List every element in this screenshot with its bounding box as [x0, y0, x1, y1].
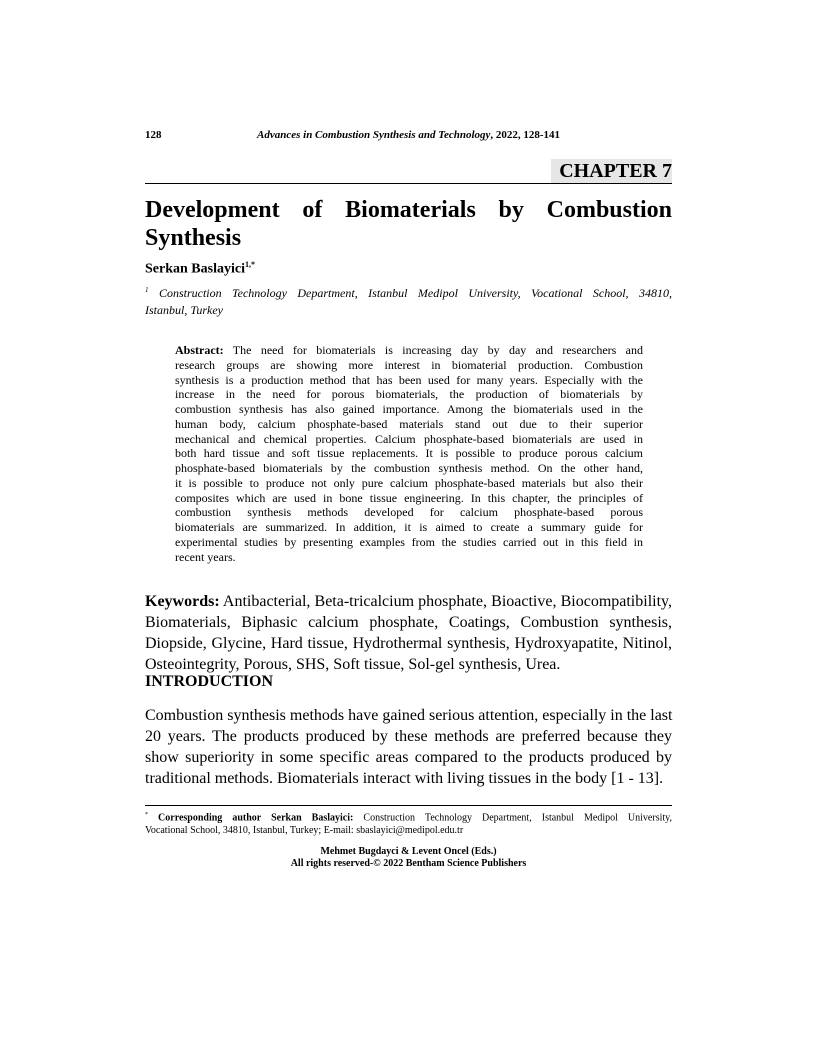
abstract-line: both hard tissue and soft tissue replacements. It is possible to produce porous calcium: [175, 446, 643, 461]
abstract-line: research groups are showing more interest in biomaterial production. Combustion: [175, 357, 643, 372]
section-heading: INTRODUCTION: [145, 673, 274, 690]
keywords-label: Keywords:: [145, 593, 220, 610]
footnote-line: Vocational School, 34810, Istanbul, Turkey; E-mail: sbaslayici@medipol.edu.tr: [145, 825, 464, 837]
abstract-line: synthesis is a production method that has been used for many years. Especially with the: [175, 372, 643, 387]
abstract-line: it is possible to produce not only pure calcium phosphate-based materials but also their: [175, 475, 643, 490]
abstract: [175, 343, 643, 564]
title-line: Development of Biomaterials by Combustion: [145, 197, 672, 223]
abstract-line: The need for biomaterials is increasing day by day and researchers and: [223, 343, 643, 357]
footnote-line: Construction Technology Department, Istanbul Medipol University,: [353, 812, 672, 824]
editors: Mehmet Bugdayci & Levent Oncel (Eds.): [320, 846, 497, 857]
publisher-info: [145, 846, 672, 870]
copyright: All rights reserved-© 2022 Bentham Science Publishers: [290, 858, 527, 869]
affiliation-line: Istanbul, Turkey: [145, 303, 223, 317]
footnote-rule: [145, 805, 672, 806]
author-affiliation-mark: 1,*: [244, 260, 255, 269]
page-number: 128: [145, 129, 162, 141]
abstract-line: composites which are used in bone tissue engineering. In this chapter, the principles of: [175, 490, 643, 505]
keywords-line: Antibacterial, Beta-tricalcium phosphate, Bioactive, Biocompatibility,: [219, 593, 672, 610]
title-line: Synthesis: [145, 225, 242, 251]
abstract-line: mechanical and chemical properties. Calcium phosphate-based biomaterials are used in: [175, 431, 643, 446]
paragraph-line: 20 years. The products produced by these methods are preferred because they: [145, 728, 672, 745]
affiliation-mark: 1: [145, 286, 149, 294]
paragraph-line: Combustion synthesis methods have gained serious attention, especially in the last: [145, 707, 673, 724]
chapter-title: [145, 196, 672, 252]
affiliation: [145, 282, 672, 319]
paragraph-line: show superiority in some specific areas compared to the products produced by: [145, 749, 672, 766]
author-name: Serkan Baslayici: [145, 261, 245, 277]
keywords-line: Osteointegrity, Porous, SHS, Soft tissue, Sol-gel synthesis, Urea.: [145, 656, 561, 673]
affiliation-line: Construction Technology Department, Istanbul Medipol University, Vocational School, 34810,: [148, 286, 672, 300]
journal-title: Advances in Combustion Synthesis and Technology: [257, 129, 491, 141]
abstract-line: experimental studies by presenting examples from the studies carried out in this field in: [175, 534, 643, 549]
footnote-mark: *: [145, 812, 148, 818]
journal-citation: [257, 129, 560, 141]
author: [145, 260, 255, 278]
footnote: [145, 809, 672, 837]
abstract-line: combustion synthesis methods developed for calcium phosphate-based porous: [175, 505, 643, 520]
abstract-line: combustion synthesis has also gained importance. Among the biomaterials used in the: [175, 402, 643, 416]
abstract-label: Abstract:: [175, 343, 224, 357]
paragraph-line: traditional methods. Biomaterials interact with living tissues in the body [1 - 13].: [145, 770, 664, 787]
abstract-line: increase in the need for porous biomaterials, the production of biomaterials by: [175, 387, 643, 402]
abstract-line: human body, calcium phosphate-based materials stand out due to their superior: [175, 416, 643, 431]
keywords: [145, 591, 672, 675]
abstract-line: biomaterials are summarized. In addition, it is aimed to create a summary guide for: [175, 520, 643, 534]
keywords-line: Biomaterials, Biphasic calcium phosphate, Coatings, Combustion synthesis,: [145, 614, 672, 631]
chapter-label: CHAPTER 7: [551, 159, 672, 183]
footnote-label: Corresponding author Serkan Baslayici:: [148, 812, 354, 824]
header-rule: [145, 183, 672, 184]
abstract-line: recent years.: [175, 549, 236, 564]
introduction-paragraph: [145, 705, 672, 789]
keywords-line: Diopside, Glycine, Hard tissue, Hydrothermal synthesis, Hydroxyapatite, Nitinol,: [145, 635, 672, 652]
journal-year-pages: , 2022, 128-141: [490, 129, 561, 141]
abstract-line: phosphate-based biomaterials by the combustion synthesis method. On the other hand,: [175, 461, 643, 475]
